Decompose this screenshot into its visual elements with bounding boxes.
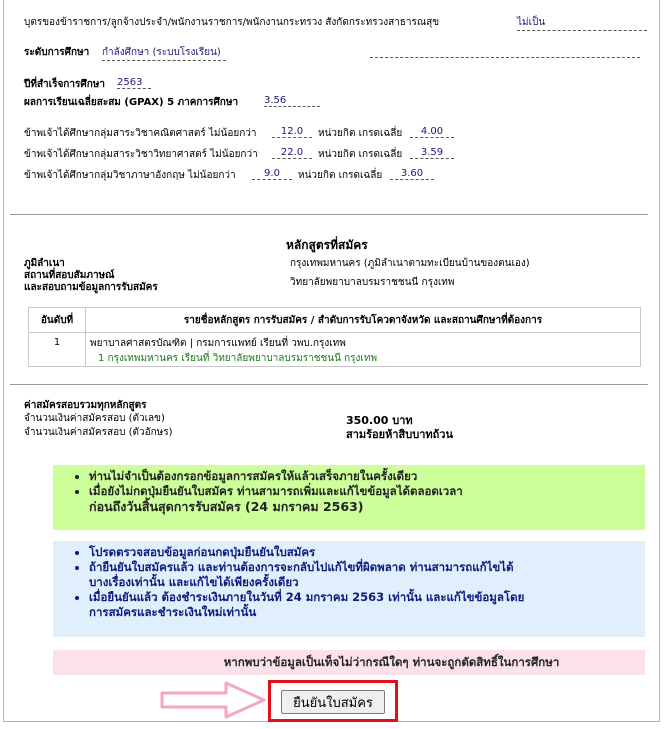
gov-child-label: บุตรของข้าราชการ/ลูกจ้างประจำ/พนักงานราชการ/พนักงานกระทรวง สังกัดกระทรวงสาธารณสุข	[24, 17, 440, 28]
education-extra-field	[370, 45, 640, 58]
credit-value-math: 12.0	[272, 126, 312, 138]
info-box-green	[53, 465, 645, 530]
green-notice-1: • ท่านไม่จำเป็นต้องกรอกข้อมูลการสมัครให้แล้วเสร็จภายในครั้งเดียว	[89, 469, 635, 484]
rank-header: อันดับที่	[29, 308, 86, 333]
submit-application-button[interactable]: ยืนยันใบสมัคร	[281, 690, 385, 714]
education-level-value: กำลังศึกษา (ระบบโรงเรียน)	[102, 45, 226, 61]
warning-box: หากพบว่าข้อมูลเป็นเท็จไม่ว่ากรณีใดๆ ท่านจะถูกตัดสิทธิ์ในการศึกษา	[53, 650, 645, 675]
venue-value: วิทยาลัยพยาบาลบรมราชชนนี กรุงเทพ	[290, 277, 455, 288]
grad-year-value: 2563	[117, 77, 151, 89]
credit-mid-science: หน่วยกิต เกรดเฉลี่ย	[318, 149, 403, 160]
blue-notice-3: บางเรื่องเท่านั้น และแก้ไขได้เพียงครั้งเดียว	[89, 575, 299, 589]
fee-text-label: จำนวนเงินค่าสมัครสอบ (ตัวอักษร)	[24, 427, 173, 438]
venue-label-2: และสอบถามข้อมูลการรับสมัคร	[24, 282, 158, 293]
gpax-label: ผลการเรียนเฉลี่ยสะสม (GPAX) 5 ภาคการศึกษา	[24, 97, 239, 108]
section-divider	[10, 384, 648, 385]
program-title: หลักสูตรที่สมัคร	[286, 238, 368, 252]
detail-header: รายชื่อหลักสูตร การรับสมัคร / สำดับการรับโควตาจังหวัด และสถานศึกษาที่ต้องการ	[86, 308, 641, 333]
grade-value-science: 3.59	[410, 147, 454, 159]
gpax-value: 3.56	[264, 95, 320, 107]
fees-title: ค่าสมัครสอบรวมทุกหลักสูตร	[24, 400, 147, 411]
fee-text-value: สามร้อยห้าสิบบาทถ้วน	[346, 428, 453, 441]
credit-label-science: ข้าพเจ้าได้ศึกษากลุ่มสาระวิชาวิทยาศาสตร์ ไม่น้อยกว่า	[24, 149, 258, 160]
grad-year-label: ปีที่สำเร็จการศึกษา	[24, 79, 105, 90]
green-notice-3: ก่อนถึงวันสิ้นสุดการรับสมัคร (24 มกราคม 2563)	[89, 499, 364, 514]
grade-value-math: 4.00	[410, 126, 454, 138]
credit-label-math: ข้าพเจ้าได้ศึกษากลุ่มสาระวิชาคณิตศาสตร์ ไม่น้อยกว่า	[24, 128, 257, 139]
program-table	[28, 307, 641, 367]
credit-mid-math: หน่วยกิต เกรดเฉลี่ย	[318, 128, 403, 139]
domicile-label: ภูมิลำเนา	[24, 258, 65, 269]
section-divider	[10, 214, 648, 215]
row-sub: 1 กรุงเทพมหานคร เรียนที่ วิทยาลัยพยาบาลบรมราชชนนี กรุงเทพ	[98, 353, 378, 364]
submit-highlight	[268, 680, 398, 722]
credit-value-english: 9.0	[252, 168, 292, 180]
fee-number-label: จำนวนเงินค่าสมัครสอบ (ตัวเลข)	[24, 413, 165, 424]
blue-notice-2: • ถ้ายืนยันใบสมัครแล้ว และท่านต้องการจะกลับไปแก้ไขที่ผิดพลาด ท่านสามารถแก้ไขได้	[89, 560, 635, 575]
table-header-row	[29, 308, 641, 333]
row-rank: 1	[29, 333, 86, 367]
blue-notice-1: • โปรดตรวจสอบข้อมูลก่อนกดปุ่มยืนยันใบสมัคร	[89, 545, 635, 560]
fee-number-value: 350.00 บาท	[346, 414, 413, 427]
info-box-blue	[53, 541, 645, 637]
arrow-right-icon	[160, 680, 268, 720]
blue-notice-4: • เมื่อยืนยันแล้ว ต้องชำระเงินภายในวันที่ 24 มกราคม 2563 เท่านั้น และแก้ไขข้อมูลโดย	[89, 590, 635, 605]
domicile-value: กรุงเทพมหานคร (ภูมิลำเนาตามทะเบียนบ้านของตนเอง)	[290, 258, 530, 269]
venue-label-1: สถานที่สอบสัมภาษณ์	[24, 270, 115, 281]
table-row	[29, 333, 641, 367]
credit-mid-english: หน่วยกิต เกรดเฉลี่ย	[298, 170, 383, 181]
green-notice-2: • เมื่อยังไม่กดปุ่มยืนยันใบสมัคร ท่านสามารถเพิ่มและแก้ไขข้อมูลได้ตลอดเวลา	[89, 484, 635, 499]
credit-value-science: 22.0	[272, 147, 312, 159]
row-program: พยาบาลศาสตรบัณฑิต | กรมการแพทย์ เรียนที่ วพบ.กรุงเทพ	[90, 338, 346, 349]
blue-notice-5: การสมัครและชำระเงินใหม่เท่านั้น	[89, 605, 257, 619]
credit-label-english: ข้าพเจ้าได้ศึกษากลุ่มวิชาภาษาอังกฤษ ไม่น้อยกว่า	[24, 170, 236, 181]
education-level-label: ระดับการศึกษา	[24, 47, 90, 58]
grade-value-english: 3.60	[390, 168, 434, 180]
row-detail	[86, 333, 641, 367]
gov-child-value: ไม่เป็น	[517, 15, 647, 31]
